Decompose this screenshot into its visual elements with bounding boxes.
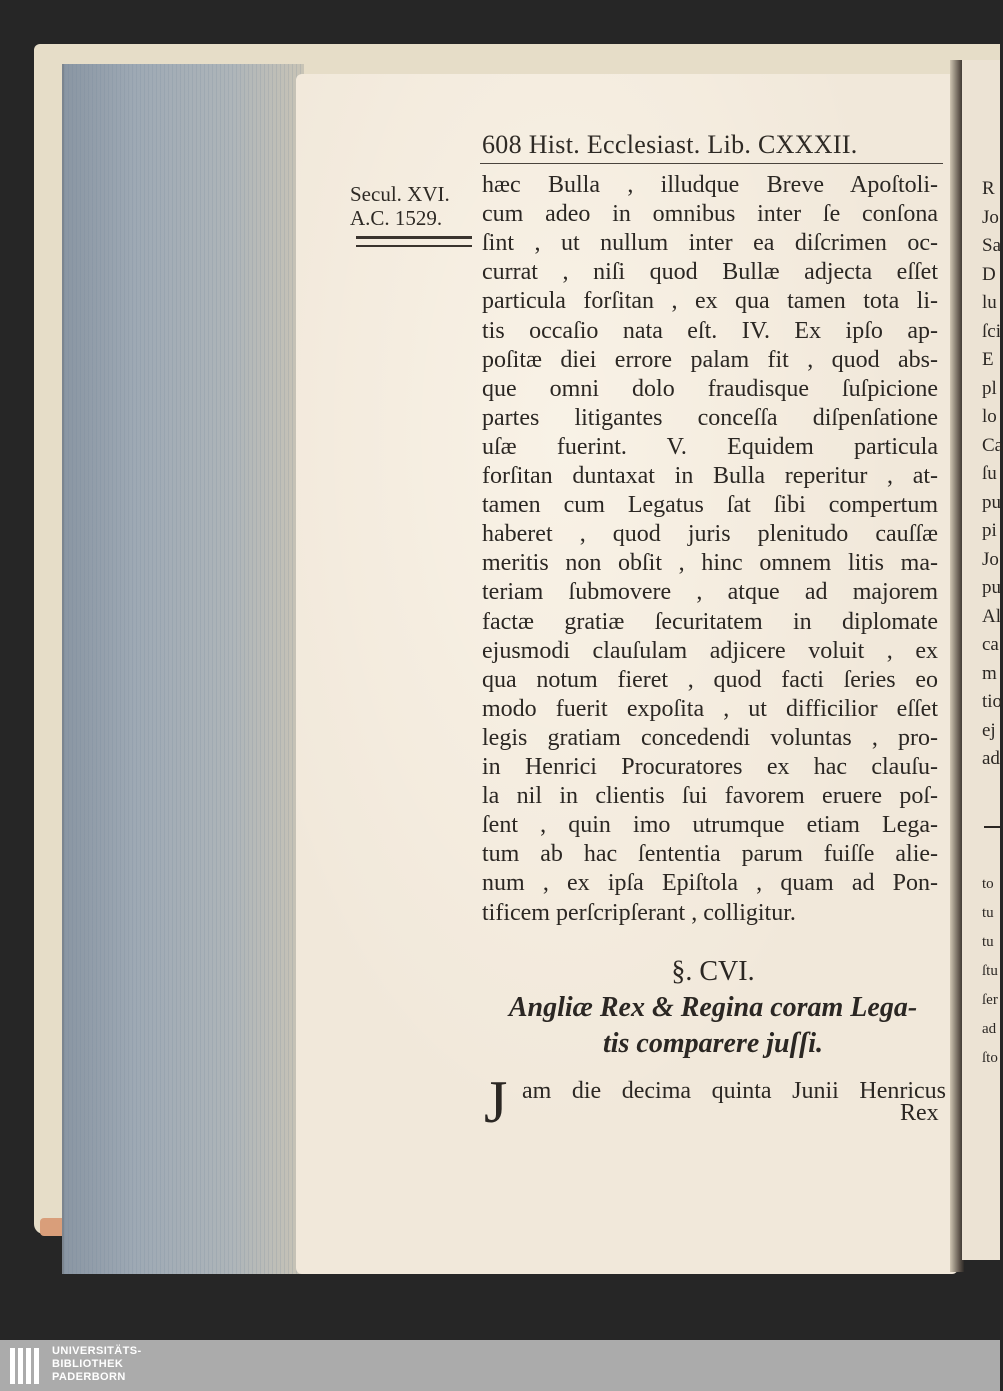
- body-line: ſent , quin imo utrumque etiam Lega-: [482, 812, 938, 839]
- facing-page-fragment: pu: [982, 491, 1001, 513]
- facing-page-fragment: pu: [982, 577, 1001, 598]
- facing-page-fragment: pl: [982, 377, 997, 399]
- body-line: particula forſitan , ex qua tamen tota li-: [482, 288, 938, 315]
- facing-page-fragment: lu: [982, 292, 997, 313]
- library-footer: [0, 1340, 1000, 1391]
- running-head: 608 Hist. Ecclesiast. Lib. CXXXII.: [482, 130, 858, 159]
- body-line: tificem perſcripſerant , colligitur.: [482, 899, 796, 926]
- side-note-year: A.C. 1529.: [350, 206, 443, 230]
- facing-page-fragment: ad: [982, 748, 1000, 769]
- body-line: uſæ fuerint. V. Equidem particula: [482, 433, 938, 460]
- facing-page-fragment: ſer: [982, 992, 998, 1008]
- facing-page-fragment: ca: [982, 634, 999, 655]
- library-logo-icon: [6, 1344, 48, 1388]
- side-note-rule: [356, 236, 472, 247]
- body-line: ſint , ut nullum inter ea diſcrimen oc-: [482, 230, 938, 257]
- body-line: tis occaſio nata eſt. IV. Ex ipſo ap-: [482, 317, 938, 344]
- body-line: haberet , quod juris plenitudo cauſſæ: [482, 521, 938, 548]
- facing-page-fragment: Jo: [982, 548, 999, 570]
- body-line: teriam ſubmovere , atque ad majorem: [482, 579, 938, 606]
- facing-page-fragment: R: [982, 178, 995, 199]
- facing-page-fragment: Jo: [982, 206, 999, 228]
- section-title-line-2: tis comparere juſſi.: [602, 1028, 824, 1059]
- facing-page-rule: [984, 826, 1000, 828]
- body-line: in Henrici Procuratores ex hac clauſu-: [482, 754, 938, 780]
- library-name-line-2: BIBLIOTHEK: [52, 1358, 124, 1370]
- section-title-line-1: Angliæ Rex & Regina coram Lega-: [508, 992, 918, 1023]
- facing-page-fragment: pi: [982, 520, 997, 541]
- facing-page-fragment: lo: [982, 406, 997, 427]
- facing-page-fragment: to: [982, 876, 994, 892]
- facing-page-fragment: Al: [982, 605, 1001, 627]
- body-line: tamen cum Legatus ſat ſibi compertum: [482, 492, 938, 519]
- body-line: qua notum fieret , quod facti ſeries eo: [482, 666, 938, 693]
- body-line: cum adeo in omnibus inter ſe conſona: [482, 201, 938, 228]
- facing-page-fragment: E: [982, 349, 994, 370]
- facing-page-fragment: tu: [982, 905, 994, 921]
- paragraph-first-line: am die decima quinta Junii Henricus: [522, 1078, 946, 1104]
- drop-cap: J: [484, 1069, 508, 1135]
- facing-page-fragment: m: [982, 662, 997, 684]
- body-line: legis gratiam concedendi voluntas , pro-: [482, 724, 938, 751]
- facing-page-fragment: ad: [982, 1021, 997, 1037]
- side-note-century: Secul. XVI.: [350, 182, 450, 206]
- facing-page-fragment: tu: [982, 934, 994, 950]
- facing-page-fragment: ſtu: [982, 963, 998, 979]
- body-line: que omni dolo fraudisque ſuſpicione: [482, 375, 938, 402]
- body-line: modo fuerit expoſita , ut difficilior eſſet: [482, 695, 938, 722]
- body-line: poſitæ diei errore palam fit , quod abs-: [482, 346, 938, 373]
- body-line: tum ab hac ſententia parum fuiſſe alie-: [482, 841, 938, 868]
- facing-page-fragment: ſci: [982, 320, 1001, 342]
- library-name-line-1: UNIVERSITÄTS-: [52, 1345, 142, 1357]
- body-line: la nil in clientis ſui favorem eruere poſ-: [482, 783, 938, 810]
- facing-page-fragment: D: [982, 263, 996, 285]
- body-line: meritis non obſit , hinc omnem litis ma-: [482, 550, 938, 577]
- header-rule: [480, 163, 943, 164]
- facing-page-fragment: Sa: [982, 235, 1001, 256]
- catchword: Rex: [900, 1100, 939, 1126]
- body-line: partes litigantes conceſſa diſpenſatione: [482, 404, 938, 431]
- page-edges: [62, 64, 304, 1274]
- body-line: factæ gratiæ ſecuritatem in diplomate: [482, 608, 938, 635]
- section-number: §. CVI.: [671, 956, 755, 987]
- facing-page-fragment: tio: [982, 691, 1003, 712]
- body-line: ejusmodi clauſulam adjicere voluit , ex: [482, 637, 938, 664]
- library-name-line-3: PADERBORN: [52, 1371, 126, 1383]
- body-line: currat , niſi quod Bullæ adjecta eſſet: [482, 259, 938, 286]
- facing-page-fragment: ej: [982, 719, 996, 741]
- facing-page-fragment: Ca: [982, 434, 1003, 456]
- body-line: hæc Bulla , illudque Breve Apoſtoli-: [482, 172, 938, 198]
- body-line: forſitan duntaxat in Bulla reperitur , at-: [482, 463, 938, 489]
- body-line: num , ex ipſa Epiſtola , quam ad Pon-: [482, 870, 938, 897]
- facing-page-fragment: ſto: [982, 1050, 998, 1066]
- facing-page-fragment: ſu: [982, 463, 997, 484]
